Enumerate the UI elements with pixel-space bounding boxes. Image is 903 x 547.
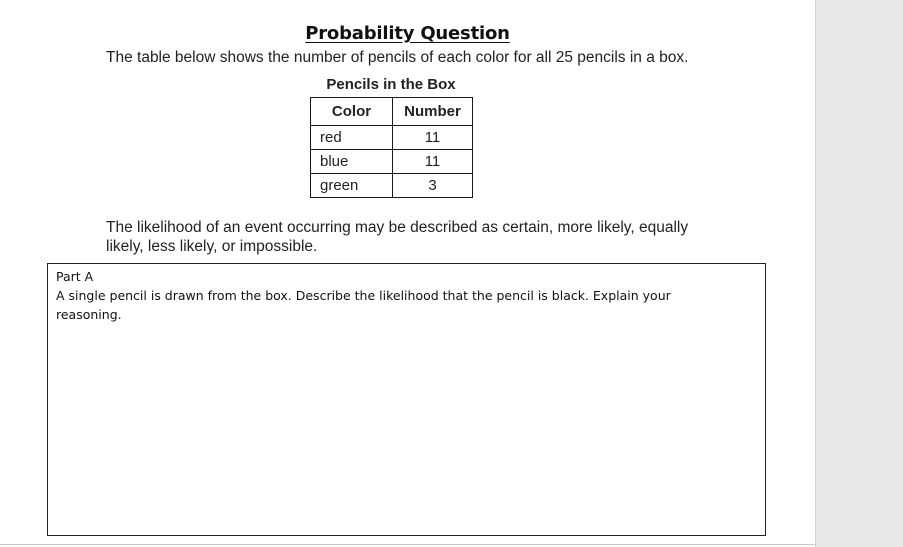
cell-color: blue (311, 150, 393, 174)
header-number: Number (393, 98, 473, 126)
intro-text: The table below shows the number of pencils of each color for all 25 pencils in a box. (106, 49, 689, 66)
table-row (311, 174, 473, 198)
side-panel (815, 0, 903, 547)
table-caption: Pencils in the Box (326, 76, 456, 93)
table-header-row (311, 98, 473, 126)
cell-number: 11 (393, 126, 473, 150)
table-row (311, 126, 473, 150)
likelihood-line-2: likely, less likely, or impossible. (106, 238, 318, 255)
part-a-question-line-2: reasoning. (56, 307, 122, 322)
part-a-answer-box[interactable] (47, 263, 766, 536)
likelihood-text (106, 218, 746, 256)
table-row (311, 150, 473, 174)
likelihood-line-1: The likelihood of an event occurring may be described as certain, more likely, equally (106, 219, 689, 236)
cell-color: green (311, 174, 393, 198)
part-a-question (56, 286, 757, 324)
pencils-table (310, 97, 473, 198)
cell-color: red (311, 126, 393, 150)
cell-number: 3 (393, 174, 473, 198)
part-a-label: Part A (56, 269, 94, 284)
page-bottom-border (0, 544, 815, 545)
header-color: Color (311, 98, 393, 126)
cell-number: 11 (393, 150, 473, 174)
part-a-question-line-1: A single pencil is drawn from the box. Describe the likelihood that the pencil is black. Explain your (56, 288, 671, 303)
document-title: Probability Question (305, 23, 510, 44)
